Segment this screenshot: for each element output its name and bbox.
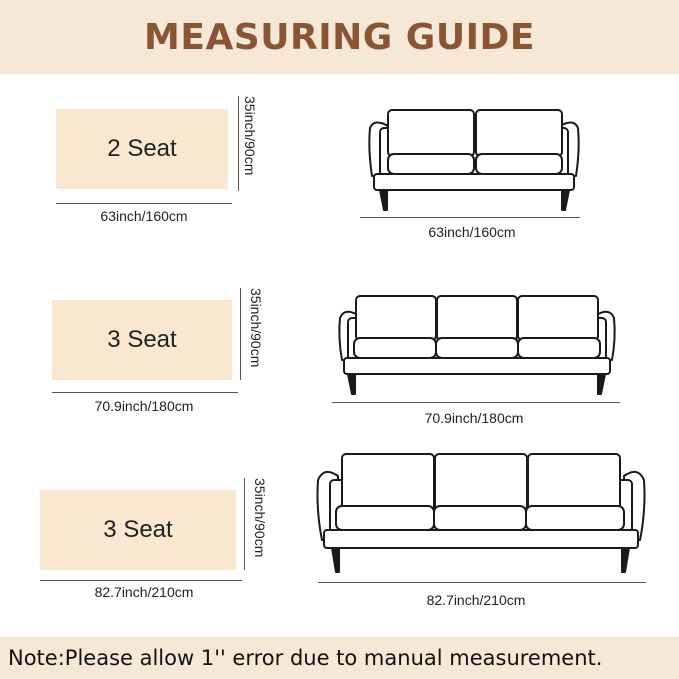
height-dimension-line [238,96,239,191]
width-dimension-line [56,203,232,204]
measurement-note: Note:Please allow 1'' error due to manual measurement. [8,646,603,670]
width-dimension-label: 63inch/160cm [100,208,188,224]
sofa-width-label: 82.7inch/210cm [426,592,526,608]
width-dimension-label: 82.7inch/210cm [94,584,194,600]
sofa-width-line [332,402,620,403]
swatch-2-seat [56,109,228,189]
three-seat-sofa-large-icon [314,450,648,576]
three-seat-sofa-icon [336,294,618,396]
note-banner [0,637,679,679]
swatch-3-seat-large [40,490,236,570]
sofa-width-line [318,582,646,583]
page-title: MEASURING GUIDE [144,16,535,58]
height-dimension-line [240,288,241,380]
height-dimension-label: 35inch/90cm [242,96,258,176]
height-dimension-label: 35inch/90cm [252,478,268,558]
swatch-3-seat [52,300,232,380]
sofa-width-label: 63inch/160cm [428,224,516,240]
swatch-label: 3 Seat [107,326,177,353]
swatch-label: 2 Seat [107,135,177,162]
two-seat-sofa-icon [366,106,582,214]
width-dimension-line [52,392,238,393]
swatch-label: 3 Seat [103,516,173,543]
sofa-width-line [360,217,580,218]
width-dimension-label: 70.9inch/180cm [94,398,194,414]
height-dimension-label: 35inch/90cm [248,288,264,368]
sofa-width-label: 70.9inch/180cm [424,410,524,426]
height-dimension-line [244,478,245,570]
title-banner [0,0,679,74]
width-dimension-line [40,580,242,581]
